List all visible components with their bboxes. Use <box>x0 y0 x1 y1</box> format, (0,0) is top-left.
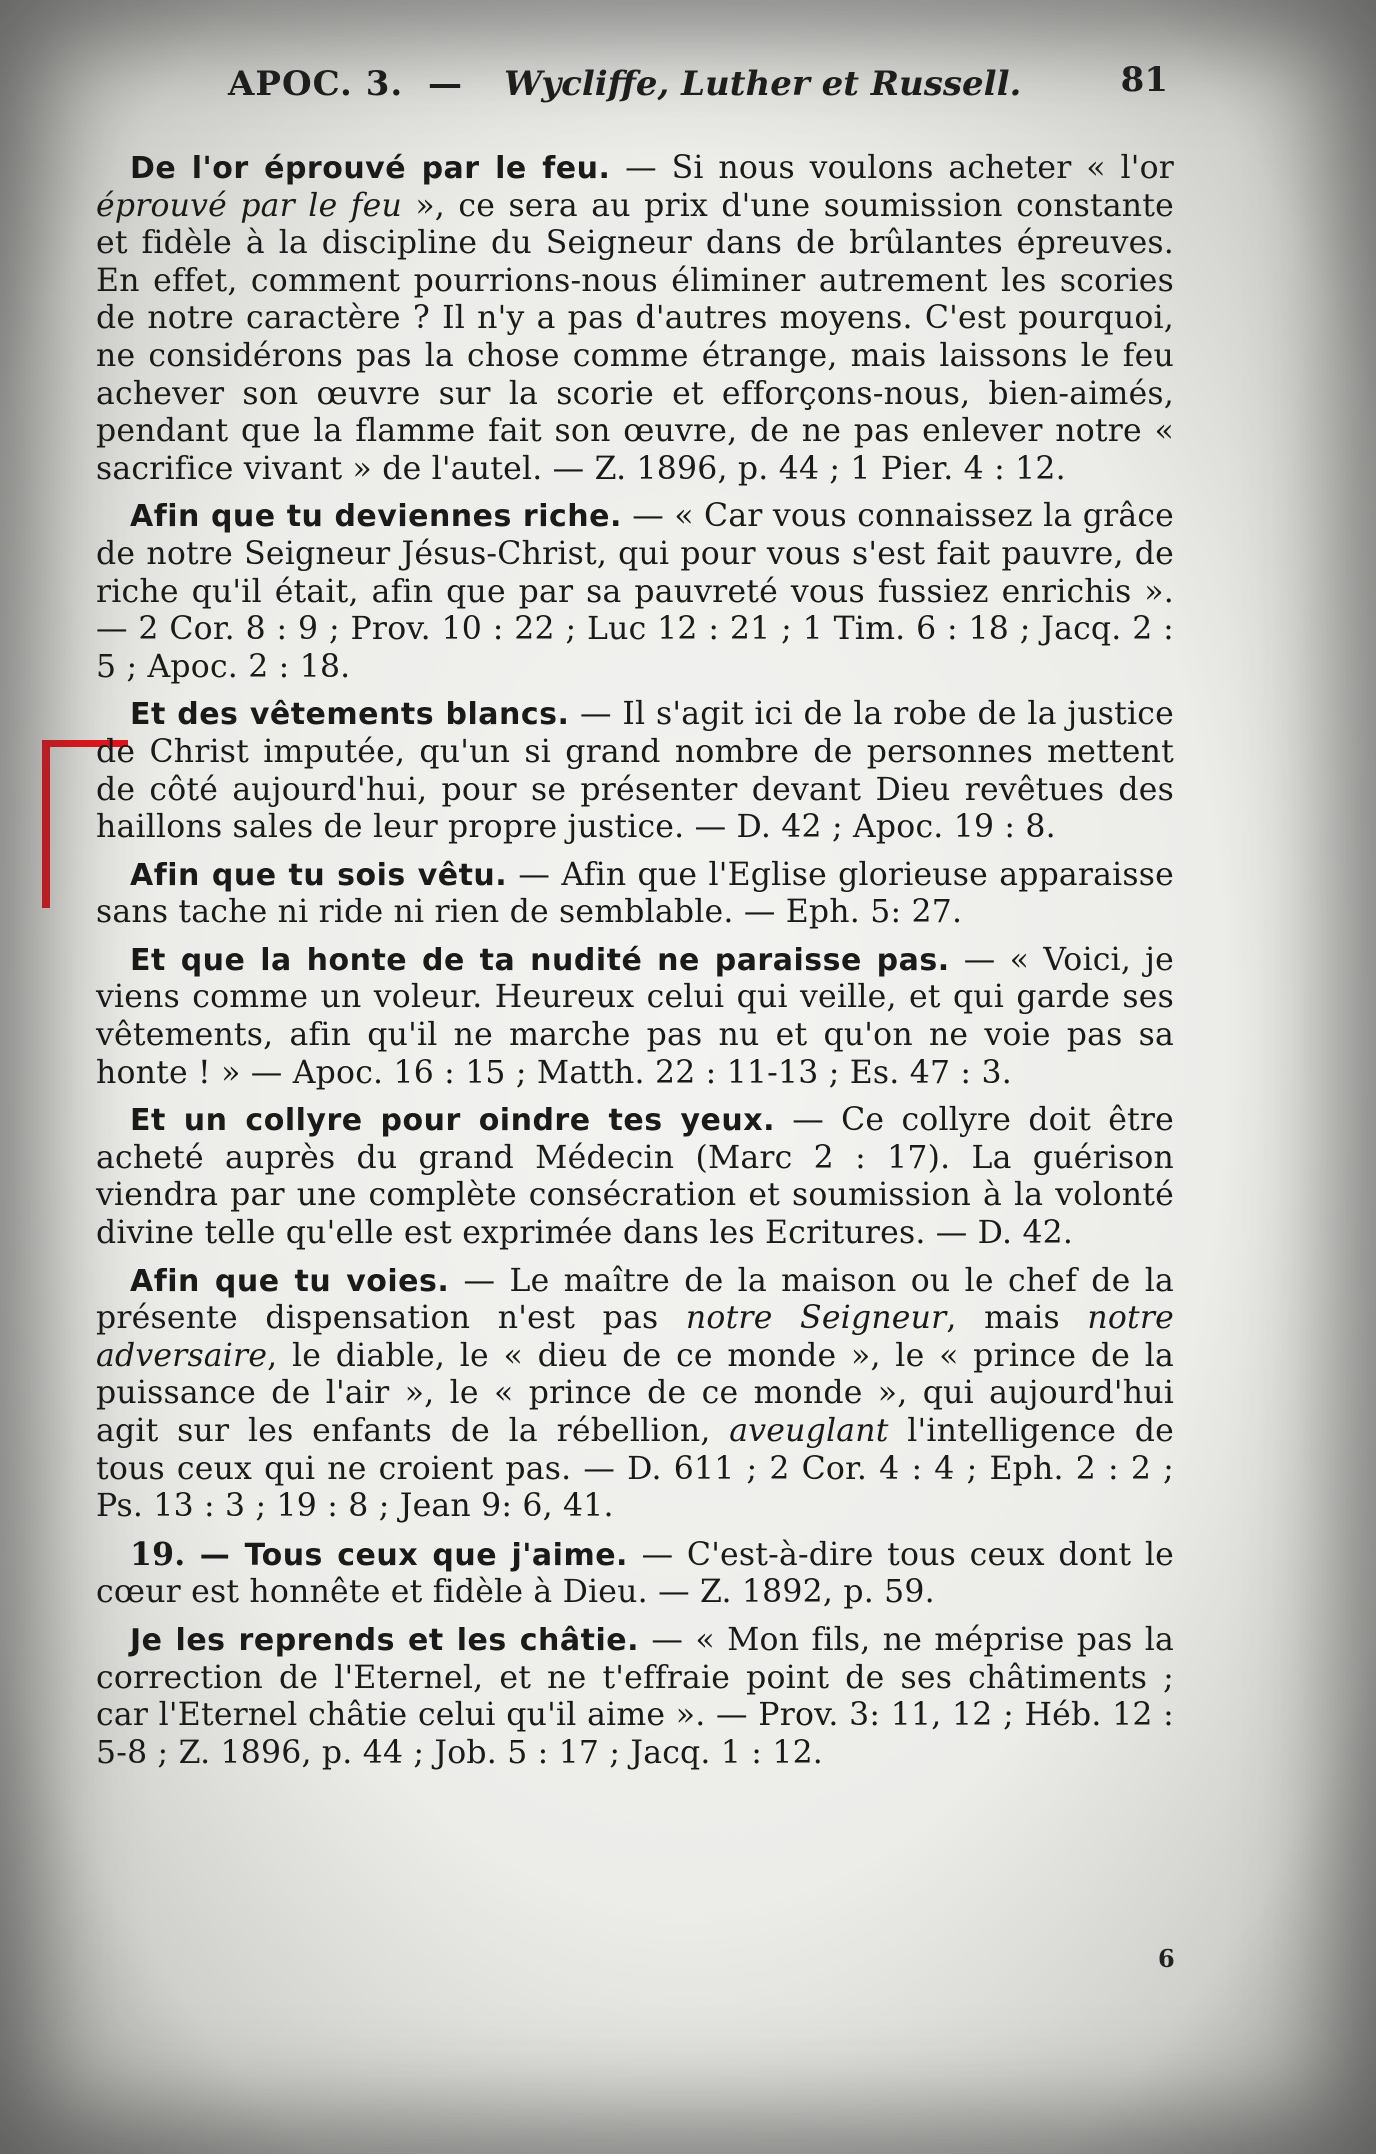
paragraph-heading: Je les reprends et les châtie. <box>130 1622 640 1658</box>
paragraph-text: », ce sera au prix d'une soumission constante et fidèle à la discipline du Seigneur dans de brûlantes épreuves. En effet, comment pourrions-nous éliminer autrement les scories de notre caractère ? Il n'y a pas d'autres moyens. C'est pourquoi, ne considérons pas la chose comme étrange, mais laissons le feu achever son œuvre sur la scorie et efforçons-nous, bien-aimés, pendant que la flamme fait son œuvre, de ne pas enlever notre « sacrifice vivant » de l'autel. — Z. 1896, p. 44 ; 1 Pier. 4 : 12. <box>96 187 1174 487</box>
paragraph-text: — « Voici, je viens comme un voleur. Heureux celui qui veille, et qui garde ses vêtements, afin qu'il ne marche pas nu et qu'on ne voie pas sa honte ! » — Apoc. 16 : 15 ; Matth. 22 : 11-13 ; Es. 47 : 3. <box>96 941 1174 1091</box>
page-number: 81 <box>1120 60 1168 100</box>
paragraph-text: — Ce collyre doit être acheté auprès du grand Médecin (Marc 2 : 17). La guérison viendra par une complète consécration et soumission à la volonté divine telle qu'elle est exprimée dans les Ecritures. — D. 42. <box>96 1102 1174 1252</box>
paragraph-vetements-blancs <box>96 696 1174 846</box>
paragraph-reprends-chatie <box>96 1622 1174 1772</box>
paragraph-riche <box>96 498 1174 686</box>
paragraph-italic: aveuglant <box>729 1413 889 1449</box>
paragraph-italic: notre adversaire <box>96 1300 1174 1374</box>
paragraph-text: , mais <box>946 1300 1088 1337</box>
page-body <box>96 150 1174 1782</box>
paragraph-collyre <box>96 1102 1174 1252</box>
paragraph-text: — Si nous voulons acheter « l'or <box>610 150 1174 186</box>
paragraph-text: — Afin que l'Eglise glorieuse apparaisse sans tache ni ride ni rien de semblable. — Eph. 5: 27. <box>96 856 1174 931</box>
signature-mark: 6 <box>1158 1944 1175 1973</box>
paragraph-text: — « Mon fils, ne méprise pas la correction de l'Eternel, et ne t'effraie point de ses châtiments ; car l'Eternel châtie celui qu'il aime ». — Prov. 3: 11, 12 ; Héb. 12 : 5-8 ; Z. 1896, p. 44 ; Job. 5 : 17 ; Jacq. 1 : 12. <box>96 1621 1174 1771</box>
paragraph-heading: Et que la honte de ta nudité ne paraisse pas. <box>130 942 950 978</box>
paragraph-text: — C'est-à-dire tous ceux dont le cœur est honnête et fidèle à Dieu. — Z. 1892, p. 59. <box>96 1536 1174 1611</box>
paragraph-text: — Il s'agit ici de la robe de la justice de Christ imputée, qu'un si grand nombre de personnes mettent de côté aujourd'hui, pour se présenter devant Dieu revêtues des haillons sales de leur propre justice. — D. 42 ; Apoc. 19 : 8. <box>96 696 1174 846</box>
paragraph-italic: éprouvé par le feu <box>96 187 402 224</box>
paragraph-heading: De l'or éprouvé par le feu. <box>130 151 611 186</box>
red-bracket-vertical <box>42 740 50 908</box>
paragraph-italic: notre Seigneur <box>685 1300 947 1337</box>
header-title: Wycliffe, Luther et Russell. <box>504 64 1022 104</box>
paragraph-heading: Afin que tu voies. <box>130 1263 450 1299</box>
paragraph-heading: Et des vêtements blancs. <box>130 697 570 733</box>
running-header <box>228 58 1168 108</box>
paragraph-sois-vetu <box>96 857 1174 932</box>
paragraph-honte-nudite <box>96 942 1174 1092</box>
paragraph-tu-voies <box>96 1263 1174 1526</box>
paragraph-heading: — Tous ceux que j'aime. <box>185 1537 628 1573</box>
paragraph-text: l'intelligence de tous ceux qui ne croient pas. — D. 611 ; 2 Cor. 4 : 4 ; Eph. 2 : 2 ; Ps. 13 : 3 ; 19 : 8 ; Jean 9: 6, 41. <box>96 1413 1174 1525</box>
paragraph-heading: Et un collyre pour oindre tes yeux. <box>130 1103 775 1139</box>
paragraph-verse-19 <box>96 1536 1174 1612</box>
paragraph-heading: Afin que tu deviennes riche. <box>130 499 622 535</box>
header-dash: — <box>428 64 462 104</box>
paragraph-or-eprouve <box>96 150 1174 488</box>
paragraph-text: — « Car vous connaissez la grâce de notre Seigneur Jésus-Christ, qui pour vous s'est fait pauvre, de riche qu'il était, afin que par sa pauvreté vous fussiez enrichis ». — 2 Cor. 8 : 9 ; Prov. 10 : 22 ; Luc 12 : 21 ; 1 Tim. 6 : 18 ; Jacq. 2 : 5 ; Apoc. 2 : 18. <box>96 498 1175 685</box>
paragraph-text: , le diable, le « dieu de ce monde », le « prince de la puissance de l'air », le « prince de ce monde », qui aujourd'hui agit sur les enfants de la rébellion, <box>96 1337 1174 1449</box>
header-chapter: APOC. 3. <box>228 64 404 104</box>
paragraph-heading: Afin que tu sois vêtu. <box>130 857 508 893</box>
paragraph-text: — Le maître de la maison ou le chef de la présente dispensation n'est pas <box>96 1262 1175 1337</box>
verse-number: 19. <box>130 1535 186 1573</box>
